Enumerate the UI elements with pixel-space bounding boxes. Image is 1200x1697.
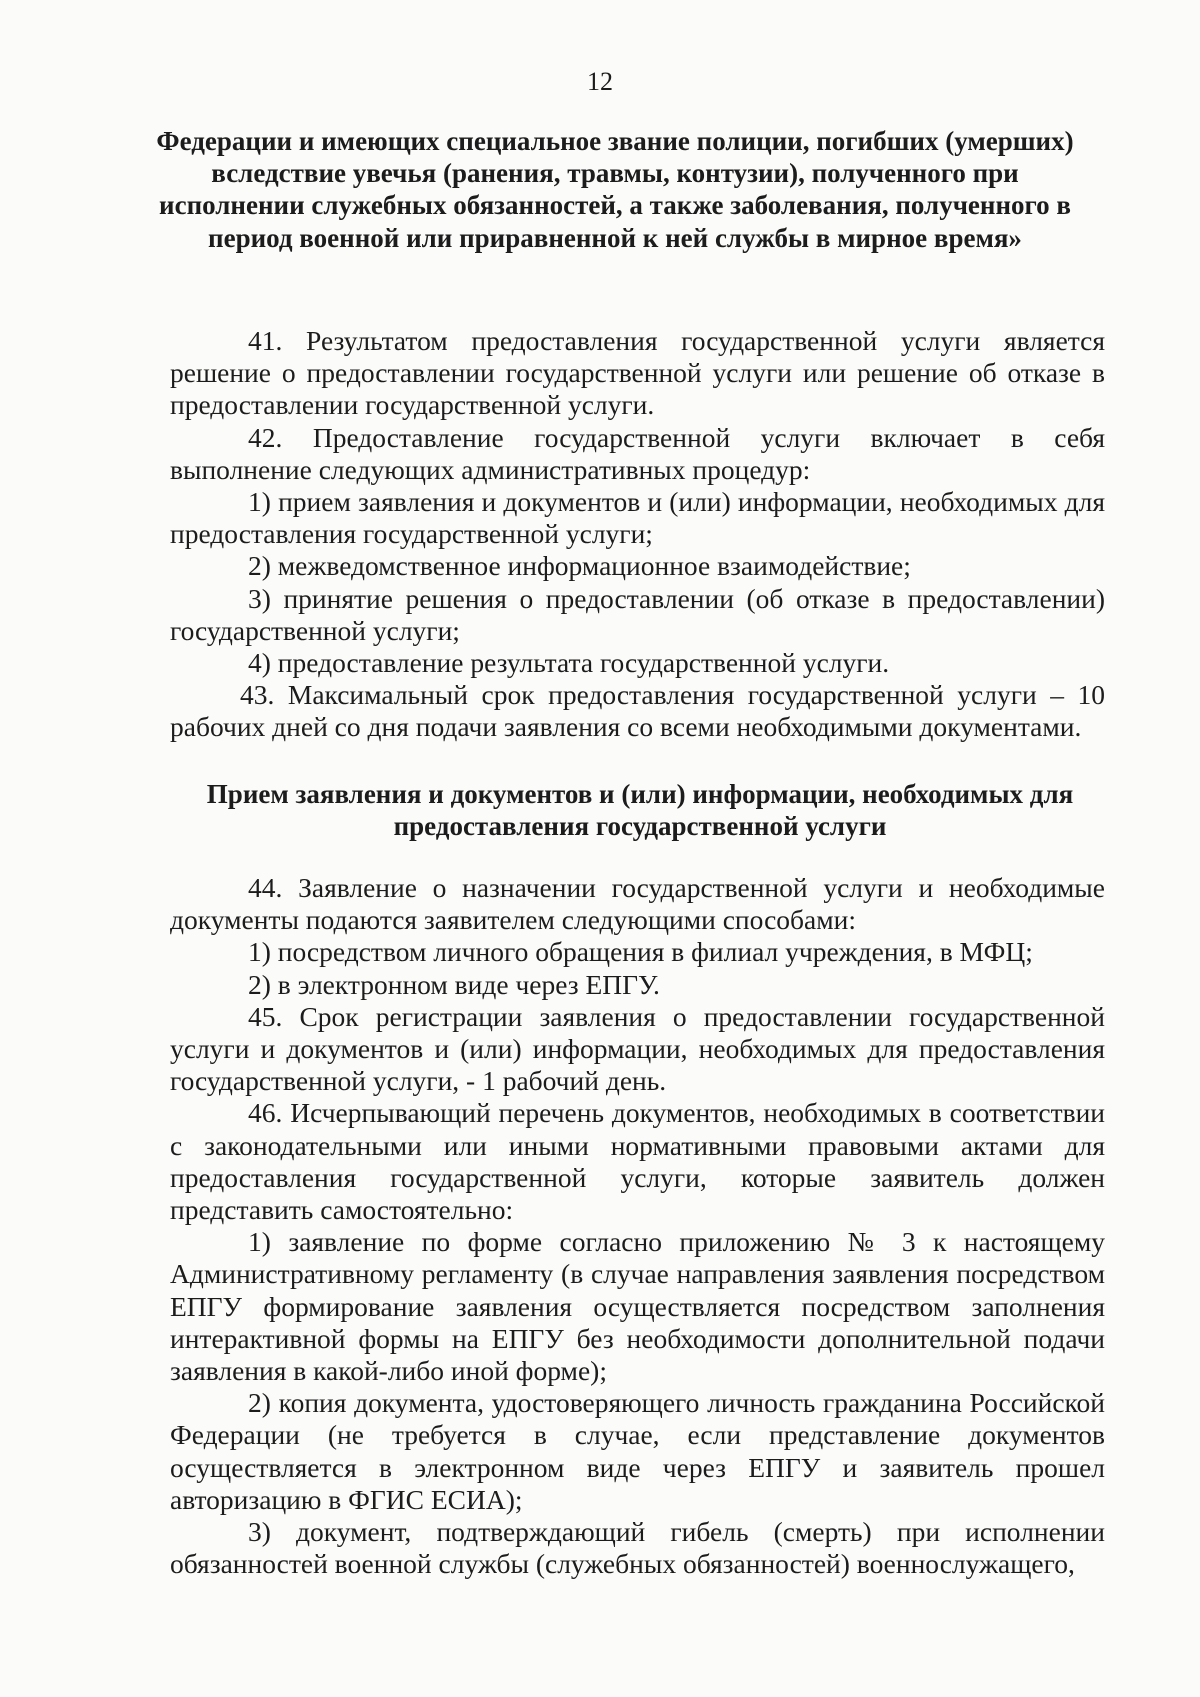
page-number: 12 (587, 67, 613, 96)
paragraph-46-item-2: 2) копия документа, удостоверяющего личность гражданина Российской Федерации (не требуется в случае, если представление документов осуществляется в электронном виде через ЕПГУ и заявитель прошел авторизацию в ФГИС ЕСИА); (170, 1387, 1105, 1515)
paragraph-45: 45. Срок регистрации заявления о предоставлении государственной услуги и документов и (или) информации, необходимых для предоставления государственной услуги, - 1 рабочий день. (170, 1000, 1105, 1097)
paragraph-43: 43. Максимальный срок предоставления государственной услуги – 10 рабочих дней со дня подачи заявления со всеми необходимыми документами. (170, 679, 1105, 743)
section-heading-continued: Федерации и имеющих специальное звание полиции, погибших (умерших) вследствие увечья (ранения, травмы, контузии), полученного при исполнении служебных обязанностей, а также заболевания, полученного в период военной или приравненной к ней службы в мирное время» (156, 126, 1074, 253)
paragraph-42-item-2: 2) межведомственное информационное взаимодействие; (248, 550, 911, 582)
paragraph-42-item-3: 3) принятие решения о предоставлении (об отказе в предоставлении) государственной услуги; (170, 582, 1105, 646)
section-heading: Прием заявления и документов и (или) информации, необходимых для предоставления государственной услуги (206, 779, 1074, 842)
paragraph-44-item-1: 1) посредством личного обращения в филиал учреждения, в МФЦ; (248, 936, 1033, 968)
paragraphs-block-2 (170, 872, 1105, 1580)
paragraph-42: 42. Предоставление государственной услуги включает в себя выполнение следующих административных процедур: (170, 421, 1105, 485)
paragraph-46-item-3: 3) документ, подтверждающий гибель (смерть) при исполнении обязанностей военной службы (служебных обязанностей) военнослужащего, (170, 1516, 1105, 1580)
paragraph-44: 44. Заявление о назначении государственной услуги и необходимые документы подаются заявителем следующими способами: (170, 872, 1105, 936)
paragraph-44-item-2: 2) в электронном виде через ЕПГУ. (248, 968, 660, 1000)
paragraph-46-item-1: 1) заявление по форме согласно приложению № 3 к настоящему Административному регламенту (в случае направления заявления посредством ЕПГУ формирование заявления осуществляется посредством заполнения интерактивной формы на ЕПГУ без необходимости дополнительной подачи заявления в какой-либо иной форме); (170, 1226, 1105, 1387)
paragraphs-block-1 (170, 325, 1105, 744)
paragraph-46: 46. Исчерпывающий перечень документов, необходимых в соответствии с законодательными или иными нормативными правовыми актами для предоставления государственной услуги, которые заявитель должен представить самостоятельно: (170, 1097, 1105, 1226)
paragraph-42-item-4: 4) предоставление результата государственной услуги. (248, 647, 890, 679)
paragraph-41: 41. Результатом предоставления государственной услуги является решение о предоставлении государственной услуги или решение об отказе в предоставлении государственной услуги. (170, 325, 1105, 421)
paragraph-42-item-1: 1) прием заявления и документов и (или) информации, необходимых для предоставления государственной услуги; (170, 486, 1105, 550)
